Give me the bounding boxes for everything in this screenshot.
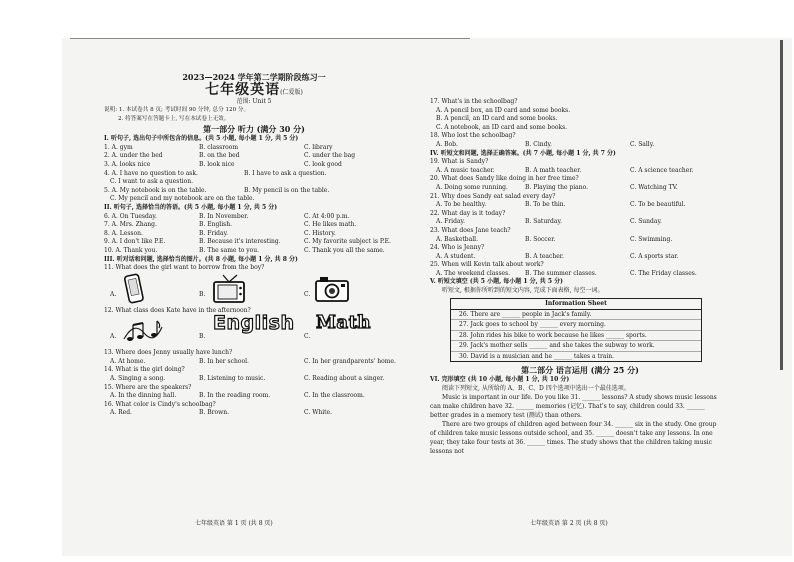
q13-option-c[interactable]: C. In her grandparents' home. [304, 357, 396, 365]
q17-option-c-row [430, 124, 730, 133]
q22-option-b[interactable]: B. Saturday. [525, 218, 562, 226]
question-17: 17. What's in the schoolbag? [430, 98, 518, 105]
left-page [104, 72, 404, 418]
q8-option-c[interactable]: C. History. [304, 229, 336, 237]
q24-option-a[interactable]: A. A student. [436, 252, 476, 260]
section6-heading: VI. 完形填空 (共 10 小题, 每小题 1 分, 共 10 分) [430, 376, 570, 384]
q3-option-c[interactable]: C. look good [304, 160, 342, 168]
q24-options [430, 253, 730, 262]
q17-option-a-row [430, 107, 730, 116]
q4-option-c[interactable]: C. I want to ask a question. [110, 178, 194, 186]
q23-options [430, 236, 730, 245]
math-word-art: Math [316, 312, 371, 334]
info-row-29[interactable]: 29. Jack's mother sells ______ and she takes the subway to work. [451, 341, 701, 352]
q2-option-a[interactable]: 2. A. under the bed [104, 152, 163, 160]
question-20: 20. What does Sandy like doing in her free time? [430, 175, 579, 183]
q13-options [104, 358, 404, 367]
q18-options [430, 141, 730, 150]
part1-heading: 第一部分 听力 (满分 30 分) [203, 124, 305, 135]
question-24: 24. Who is Jenny? [430, 244, 485, 252]
q2-option-c[interactable]: C. under the bag [304, 152, 356, 160]
q3-option-a[interactable]: 3. A. looks nice [104, 160, 151, 168]
q24-option-c[interactable]: C. A sports star. [630, 252, 679, 260]
question-10 [104, 247, 404, 256]
section6-instructions: 阅读下列短文, 从所给的 A、B、C、D 四个选项中选出一个最佳选项。 [442, 384, 630, 392]
question-14: 14. What is the girl doing? [104, 366, 185, 374]
q14-options [104, 375, 404, 384]
page-footer-right: 七年级英语 第 2 页 (共 8 页) [530, 520, 608, 527]
q16-option-a[interactable]: A. Red. [110, 409, 132, 417]
section2-heading: II. 听句子, 选择恰当的答语。(共 5 小题, 每小题 1 分, 共 5 分) [104, 203, 278, 211]
q12-label-c: C. [304, 333, 311, 341]
q17-option-b-row [430, 115, 730, 124]
q13-option-b[interactable]: B. In her school. [199, 357, 249, 365]
section5-heading: V. 听短文填空 (共 5 小题, 每小题 1 分, 共 5 分) [430, 278, 563, 286]
exam-note-2: 2. 将答案写在答题卡上, 写在本试卷上无效。 [118, 115, 230, 122]
question-5-c [104, 195, 404, 204]
q18-option-b[interactable]: B. Cindy. [525, 140, 552, 148]
q15-option-a[interactable]: A. In the dinning hall. [110, 392, 177, 400]
q21-option-c[interactable]: C. To be beautiful. [630, 201, 686, 209]
q6-option-c[interactable]: C. At 4:00 p.m. [304, 212, 350, 220]
q24-option-b[interactable]: B. A teacher. [525, 252, 564, 260]
phone-icon [122, 273, 146, 305]
q15-option-c[interactable]: C. In the classroom. [304, 392, 365, 400]
subject-title: 七年级英语 [205, 82, 281, 98]
q23-option-b[interactable]: B. Soccer. [525, 235, 556, 243]
q10-option-a[interactable]: 10. A. Thank you. [104, 246, 158, 254]
right-page [430, 98, 730, 456]
q11-pictures [104, 273, 404, 307]
question-25: 25. When will Kevin talk about work? [430, 261, 544, 269]
cloze-paragraph-1: Music is important in our life. Do you like 31. ______ lessons? A study shows music lessons can make children have 32. ______ memories (记忆). That's to say, children could 33. ______ better grades in a memory test (测试) than others. [430, 394, 717, 420]
q25-option-c[interactable]: C. The Friday classes. [630, 269, 697, 277]
q5-option-a[interactable]: 5. A. My notebook is on the table. [104, 186, 207, 194]
q20-option-a[interactable]: A. Doing some running. [436, 183, 508, 191]
q19-option-c[interactable]: C. A science teacher. [630, 166, 694, 174]
q5-option-b[interactable]: B. My pencil is on the table. [244, 186, 330, 194]
q8-option-a[interactable]: 8. A. Lesson. [104, 229, 143, 237]
question-19: 19. What is Sandy? [430, 158, 489, 166]
edition-label: (仁爱版) [280, 89, 303, 96]
q12-label-b: B. [199, 333, 206, 341]
info-row-26[interactable]: 26. There are ______ people in Jack's family. [451, 310, 701, 321]
information-sheet [450, 298, 702, 363]
q20-option-b[interactable]: B. Playing the piano. [525, 183, 589, 191]
q23-option-c[interactable]: C. Swimming. [630, 235, 673, 243]
q12-label-a: A. [110, 333, 117, 341]
q21-option-a[interactable]: A. To be healthy. [436, 201, 487, 209]
q9-option-c[interactable]: C. My favorite subject is P.E. [304, 238, 391, 246]
q22-option-a[interactable]: A. Friday. [436, 218, 466, 226]
q14-option-b[interactable]: B. Listening to music. [199, 375, 266, 383]
question-7 [104, 221, 404, 230]
question-8 [104, 230, 404, 239]
q19-options [430, 167, 730, 176]
question-4-c [104, 178, 404, 187]
info-row-28[interactable]: 28. John rides his bike to work because he likes ______ sports. [451, 331, 701, 342]
q14-option-a[interactable]: A. Singing a song. [110, 375, 166, 383]
question-1 [104, 144, 404, 153]
q13-option-a[interactable]: A. At home. [110, 357, 146, 365]
q17-option-a[interactable]: A. A pencil box, an ID card and some books. [436, 106, 571, 114]
part2-heading: 第二部分 语言运用 (满分 25 分) [521, 365, 639, 376]
question-5 [104, 187, 404, 196]
section1-heading: I. 听句子, 选出句子中所包含的信息。(共 5 小题, 每小题 1 分, 共 5 分) [104, 135, 299, 143]
exam-title: 2023—2024 学年第二学期阶段练习一 [182, 72, 326, 82]
info-row-30[interactable]: 30. David is a musician and he ______ takes a train. [459, 352, 615, 360]
question-22: 22. What day is it today? [430, 209, 506, 217]
tv-icon [211, 273, 247, 305]
question-21: 21. Why does Sandy eat salad every day? [430, 192, 556, 200]
exam-subtitle [104, 82, 404, 98]
q17-option-b[interactable]: B. A pencil, an ID card and some books. [436, 115, 558, 123]
question-16: 16. What color is Cindy's schoolbag? [104, 400, 216, 408]
information-sheet-title: Information Sheet [451, 299, 701, 310]
q11-label-b: B. [199, 290, 206, 298]
q11-label-c: C. [304, 290, 311, 298]
top-rule [70, 38, 470, 39]
q22-option-c[interactable]: C. Sunday. [630, 218, 662, 226]
question-11: 11. What does the girl want to borrow from the boy? [104, 264, 265, 272]
q1-option-c[interactable]: C. library [304, 143, 333, 151]
q15-option-b[interactable]: B. In the reading room. [199, 392, 271, 400]
section5-instructions: 听短文, 根据你所听到的短文内容, 完成下面表格, 每空一词。 [442, 287, 604, 295]
q19-option-a[interactable]: A. A music teacher. [436, 166, 495, 174]
cloze-paragraph-2: There are two groups of children aged between four 34. ______ six in the study. One group of children take music lessons outside school, and 35. ______ doesn't take any lessons. In one year, they take four tests at 36. ______ times. The study shows that the children taking music lessons not [430, 421, 717, 456]
q9-option-a[interactable]: 9. A. I don't like P.E. [104, 238, 166, 246]
q4-option-b[interactable]: B. I have to ask a question. [244, 169, 327, 177]
section3-heading: III. 听对话和问题, 选择恰当的图片。(共 8 小题, 每小题 1 分, 共 8 分) [104, 255, 298, 263]
q25-option-a[interactable]: A. The weekend classes. [436, 269, 511, 277]
q20-option-c[interactable]: C. Watching TV. [630, 183, 678, 191]
q11-label-a: A. [110, 290, 117, 298]
question-23: 23. What does Jane teach? [430, 226, 511, 234]
q16-option-b[interactable]: B. Brown. [199, 409, 230, 417]
q25-option-b[interactable]: B. The summer classes. [525, 269, 597, 277]
music-notes-icon [122, 317, 164, 347]
q6-option-b[interactable]: B. In November. [199, 212, 249, 220]
q23-option-a[interactable]: A. Basketball. [436, 235, 478, 243]
q17-option-c[interactable]: C. A notebook, an ID card and some books. [436, 123, 568, 131]
q2-option-b[interactable]: B. on the bed [199, 152, 240, 160]
binding-edge [780, 40, 783, 370]
q9-option-b[interactable]: B. Because it's interesting. [199, 238, 281, 246]
q7-option-b[interactable]: B. English. [199, 221, 232, 229]
question-6 [104, 213, 404, 222]
exam-scope: 范围: Unit 5 [236, 98, 272, 105]
question-12: 12. What class does Kate have in the afternoon? [104, 306, 251, 314]
page-footer-left: 七年级英语 第 1 页 (共 8 页) [195, 520, 273, 527]
question-2 [104, 152, 404, 161]
q3-option-b[interactable]: B. look nice [199, 160, 235, 168]
english-word-art: English [213, 312, 295, 335]
section4-heading: IV. 听短文和问题, 选择正确答案。(共 7 小题, 每小题 1 分, 共 7 分) [430, 149, 616, 157]
q19-option-b[interactable]: B. A math teacher. [525, 166, 582, 174]
q18-option-a[interactable]: A. Bob. [436, 140, 458, 148]
q18-option-c[interactable]: C. Sally. [630, 140, 655, 148]
question-15: 15. Where are the speakers? [104, 383, 192, 391]
question-9 [104, 238, 404, 247]
q22-options [430, 218, 730, 227]
q15-options [104, 392, 404, 401]
q10-option-c[interactable]: C. Thank you all the same. [304, 246, 385, 254]
q7-option-c[interactable]: C. He likes math. [304, 221, 357, 229]
q16-options [104, 409, 404, 418]
q8-option-b[interactable]: B. Friday. [199, 229, 229, 237]
q6-option-a[interactable]: 6. A. On Tuesday. [104, 212, 157, 220]
q4-option-a[interactable]: 4. A. I have no question to ask. [104, 169, 198, 177]
q5-option-c[interactable]: C. My pencil and my notebook are on the table. [110, 195, 255, 203]
q16-option-c[interactable]: C. White. [304, 409, 333, 417]
camera-icon [314, 275, 350, 303]
question-3 [104, 161, 404, 170]
q12-pictures [104, 312, 404, 349]
q1-option-b[interactable]: B. classroom [199, 143, 239, 151]
q21-option-b[interactable]: B. To be thin. [525, 201, 566, 209]
question-13: 13. Where does Jenny usually have lunch? [104, 349, 233, 357]
exam-note-1: 说明: 1. 本试卷共 8 页; 考试时间 90 分钟, 总分 120 分。 [104, 107, 250, 113]
q10-option-b[interactable]: B. The same to you. [199, 246, 260, 254]
q14-option-c[interactable]: C. Reading about a singer. [304, 375, 385, 383]
question-18: 18. Who lost the schoolbag? [430, 132, 516, 140]
q20-options [430, 184, 730, 193]
question-4 [104, 170, 404, 179]
q21-options [430, 201, 730, 210]
q7-option-a[interactable]: 7. A. Mrs. Zhang. [104, 221, 157, 229]
q1-option-a[interactable]: 1. A. gym [104, 143, 133, 151]
info-row-27[interactable]: 27. Jack goes to school by ______ every morning. [451, 320, 701, 331]
